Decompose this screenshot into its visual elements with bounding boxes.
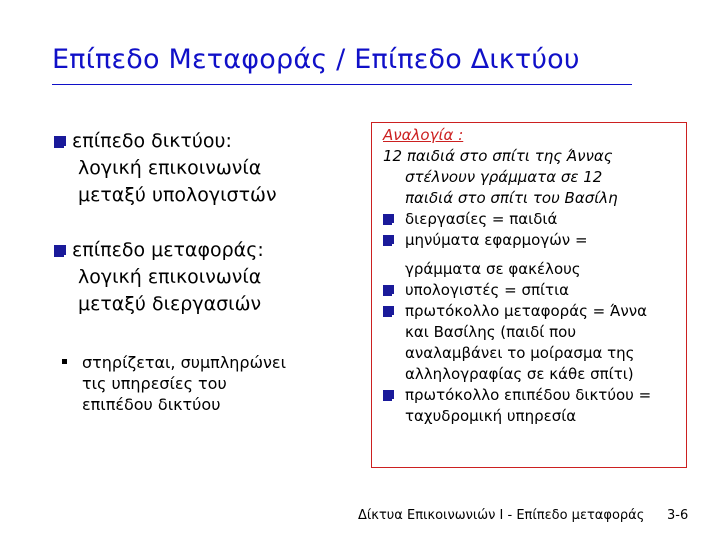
bullet-transport-layer-line2: λογική επικοινωνία: [78, 266, 262, 288]
left-column: [54, 128, 354, 318]
bullet-network-layer: [54, 128, 354, 209]
analogy-intro: [383, 146, 683, 209]
analogy-item-processes-text: διεργασίες = παιδιά: [405, 210, 558, 228]
square-bullet-icon: [383, 235, 394, 246]
bullet-network-layer-line2: λογική επικοινωνία: [78, 157, 262, 179]
analogy-item-processes: [383, 209, 683, 230]
footer-course-title: Δίκτυα Επικοινωνιών Ι - Επίπεδο μεταφοράς: [358, 508, 645, 523]
slide-title: Επίπεδο Μεταφοράς / Επίπεδο Δικτύου: [52, 44, 580, 75]
bullet-transport-layer: [54, 237, 354, 318]
analogy-item-transport-line1: πρωτόκολλο μεταφοράς = Άννα: [405, 302, 648, 320]
square-bullet-icon: [54, 245, 66, 257]
analogy-panel: [383, 125, 683, 427]
bullet-transport-layer-line1: επίπεδο μεταφοράς:: [72, 239, 264, 261]
bullet-network-layer-line1: επίπεδο δικτύου:: [72, 130, 232, 152]
square-bullet-icon: [54, 136, 66, 148]
analogy-item-network-line2: ταχυδρομική υπηρεσία: [405, 407, 577, 425]
sub-bullet-line3: επιπέδου δικτύου: [82, 395, 221, 414]
sub-bullet-line2: τις υπηρεσίες του: [82, 374, 227, 393]
square-bullet-icon: [383, 285, 394, 296]
analogy-item-transport-protocol: [383, 301, 683, 385]
bullet-transport-layer-line3: μεταξύ διεργασιών: [78, 293, 262, 315]
title-underline: [52, 84, 632, 85]
analogy-item-transport-line3: αναλαμβάνει το μοίρασμα της: [405, 344, 635, 362]
sub-bullet-line1: στηρίζεται, συμπληρώνει: [82, 353, 286, 372]
analogy-item-transport-line2: και Βασίλης (παιδί που: [405, 323, 577, 341]
analogy-item-hosts: [383, 280, 683, 301]
page-number: 3-6: [667, 508, 689, 523]
square-bullet-icon: [383, 306, 394, 317]
analogy-item-transport-line4: αλληλογραφίας σε κάθε σπίτι): [405, 365, 634, 383]
analogy-intro-line2: στέλνουν γράμματα σε 12: [405, 168, 603, 186]
sub-bullet-relies-on: [82, 352, 342, 415]
analogy-item-messages: [383, 230, 683, 280]
analogy-item-hosts-text: υπολογιστές = σπίτια: [405, 281, 570, 299]
square-bullet-icon: [383, 390, 394, 401]
analogy-item-messages-line1: μηνύματα εφαρμογών =: [405, 231, 588, 249]
analogy-intro-line1: 12 παιδιά στο σπίτι της Άννας: [383, 147, 613, 165]
analogy-item-network-protocol: [383, 385, 683, 427]
line-gap: [405, 251, 683, 259]
analogy-item-network-line1: πρωτόκολλο επιπέδου δικτύου =: [405, 386, 652, 404]
bullet-network-layer-line3: μεταξύ υπολογιστών: [78, 184, 277, 206]
square-bullet-icon: [383, 214, 394, 225]
analogy-item-messages-line2: γράμματα σε φακέλους: [405, 260, 581, 278]
small-square-bullet-icon: [62, 359, 67, 364]
analogy-heading: Αναλογία :: [383, 126, 464, 144]
analogy-intro-line3: παιδιά στο σπίτι του Βασίλη: [405, 189, 618, 207]
